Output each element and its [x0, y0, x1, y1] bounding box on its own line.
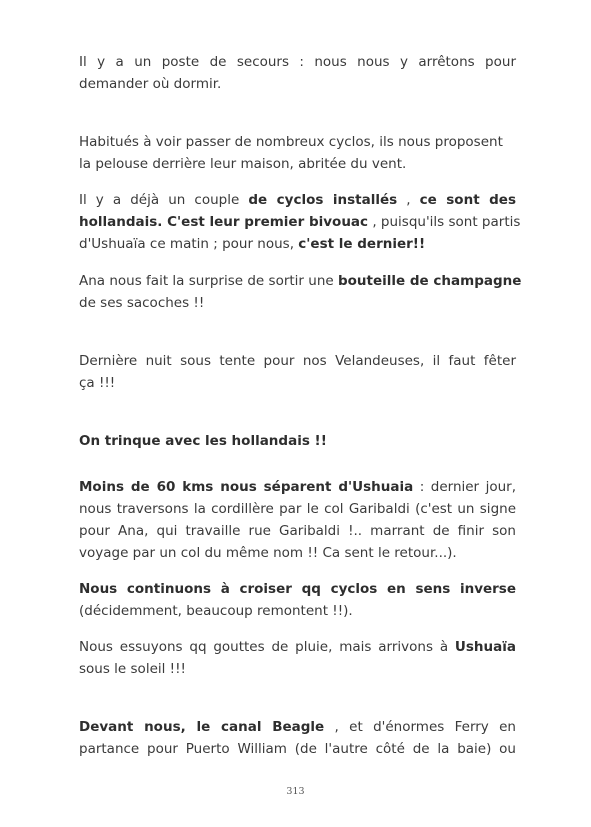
text-span: , [397, 192, 420, 208]
bold-text: Moins de 60 kms nous séparent d'Ushuaia [79, 479, 414, 495]
bold-text: hollandais. C'est leur premier bivouac [79, 214, 369, 230]
text-line: nous traversons la cordillère par le col Garibaldi (c'est un signe [79, 501, 516, 517]
text-line: (décidemment, beaucoup remontent !!). [79, 603, 353, 619]
text-line: pour Ana, qui travaille rue Garibaldi !.. marrant de finir son [79, 523, 516, 539]
text-line [79, 211, 521, 233]
bold-text: Devant nous, le canal Beagle [79, 719, 325, 735]
text-span: , et d'énormes Ferry en [324, 719, 516, 735]
paragraph-moins-de-60-kms [79, 476, 516, 564]
text-line: de ses sacoches !! [79, 295, 205, 311]
bold-line: Nous continuons à croiser qq cyclos en sens inverse [79, 581, 516, 597]
bold-text: de cyclos installés [248, 192, 398, 208]
paragraph-poste-de-secours [79, 51, 516, 95]
text-span: : dernier jour, [413, 479, 516, 495]
bold-text: bouteille de champagne [337, 273, 522, 289]
text-line: voyage par un col du même nom !! Ca sent le retour...). [79, 545, 457, 561]
text-span: , puisqu'ils sont partis [368, 214, 521, 230]
text-line: sous le soleil !!! [79, 661, 186, 677]
text-line: la pelouse derrière leur maison, abritée du vent. [79, 156, 407, 172]
text-line: ça !!! [79, 375, 116, 391]
paragraph-gouttes-de-pluie [79, 636, 516, 680]
text-line [79, 716, 516, 738]
text-line [79, 270, 522, 292]
bold-text: Ushuaïa [454, 639, 516, 655]
text-line: demander où dormir. [79, 76, 222, 92]
text-line [79, 189, 516, 211]
text-line: Habitués à voir passer de nombreux cyclos, ils nous proposent [79, 134, 503, 150]
paragraph-derniere-nuit [79, 350, 516, 394]
bold-text: c'est le dernier!! [298, 236, 426, 252]
text-line: partance pour Puerto William (de l'autre côté de la baie) ou [79, 741, 516, 757]
paragraph-couple-cyclos [79, 189, 521, 255]
paragraph-nous-continuons [79, 578, 516, 622]
bold-text: ce sont des [419, 192, 516, 208]
text-span: Il y a déjà un couple [79, 192, 249, 208]
text-span: Ana nous fait la surprise de sortir une [79, 273, 338, 289]
bold-heading: On trinque avec les hollandais !! [79, 433, 327, 449]
page-number: 313 [286, 786, 305, 797]
paragraph-champagne [79, 270, 522, 314]
text-span: Nous essuyons qq gouttes de pluie, mais arrivons à [79, 639, 455, 655]
text-line: Dernière nuit sous tente pour nos Velandeuses, il faut fêter [79, 353, 516, 369]
text-line [79, 233, 516, 255]
text-line [79, 476, 516, 498]
paragraph-canal-beagle [79, 716, 516, 760]
text-span: d'Ushuaïa ce matin ; pour nous, [79, 236, 299, 252]
text-line: Il y a un poste de secours : nous nous y arrêtons pour [79, 54, 516, 70]
text-line [79, 636, 516, 658]
paragraph-habitues [79, 131, 516, 175]
heading-on-trinque [79, 430, 516, 452]
